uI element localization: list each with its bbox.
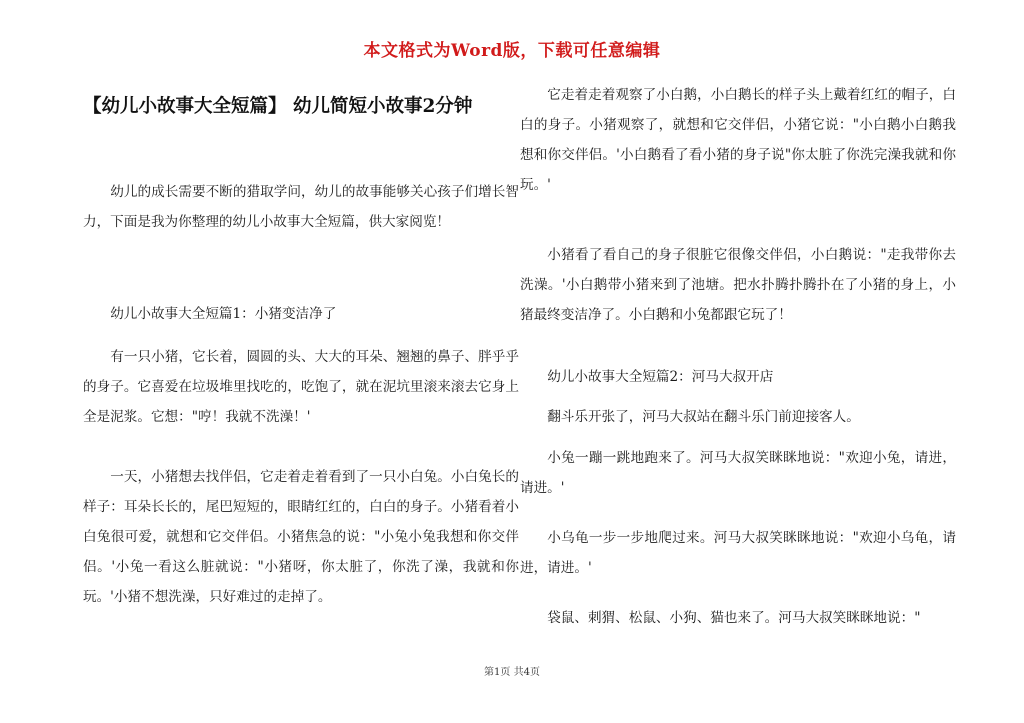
paragraph: 一天，小猪想去找伴侣，它走着走着看到了一只小白兔。小白兔长的样子：耳朵长长的，尾巴短短的，眼睛红红的，白白的身子。小猪看着小白兔很可爱，就想和它交伴侣。小猪焦急的说："小兔小兔我想和你交伴侣。'小兔一看这么脏就说："小猪呀，你太脏了，你洗了澡，我就和你玩。'小猪不想洗澡，只好难过的走掉了。 [83, 469, 519, 605]
paragraph: 翻斗乐开张了，河马大叔站在翻斗乐门前迎接客人。 [547, 409, 860, 425]
word-format-banner: 本文格式为Word版，下载可任意编辑 [363, 41, 661, 61]
story-1-heading: 幼儿小故事大全短篇1：小猪变洁净了 [110, 306, 337, 322]
paragraph: 小乌龟一步一步地爬过来。河马大叔笑眯眯地说："欢迎小乌龟，请进，请进。' [520, 530, 956, 576]
paragraph: 有一只小猪，它长着，圆圆的头、大大的耳朵、翘翘的鼻子、胖乎乎的身子。它喜爱在垃圾堆里找吃的，吃饱了，就在泥坑里滚来滚去它身上全是泥浆。它想："哼！我就不洗澡！' [83, 349, 519, 425]
paragraph: 它走着走着观察了小白鹅，小白鹅长的样子头上戴着红红的帽子，白白的身子。小猪观察了，就想和它交伴侣，小猪它说："小白鹅小白鹅我想和你交伴侣。'小白鹅看了看小猪的身子说"你太脏了你洗完澡我就和你玩。' [520, 87, 956, 193]
paragraph-intro: 幼儿的成长需要不断的猎取学问，幼儿的故事能够关心孩子们增长智力，下面是我为你整理的幼儿小故事大全短篇，供大家阅览！ [83, 184, 519, 230]
paragraph: 袋鼠、刺猬、松鼠、小狗、猫也来了。河马大叔笑眯眯地说：" [547, 610, 921, 626]
document-title: 【幼儿小故事大全短篇】 幼儿简短小故事2分钟 [83, 96, 473, 117]
paragraph: 小兔一蹦一跳地跑来了。河马大叔笑眯眯地说："欢迎小兔，请进，请进。' [520, 450, 956, 496]
paragraph: 小猪看了看自己的身子很脏它很像交伴侣，小白鹅说："走我带你去洗澡。'小白鹅带小猪来到了池塘。把水扑腾扑腾扑在了小猪的身上，小猪最终变洁净了。小白鹅和小兔都跟它玩了！ [520, 247, 956, 323]
page-number: 第1页 共4页 [484, 667, 540, 678]
story-2-heading: 幼儿小故事大全短篇2：河马大叔开店 [547, 369, 774, 385]
